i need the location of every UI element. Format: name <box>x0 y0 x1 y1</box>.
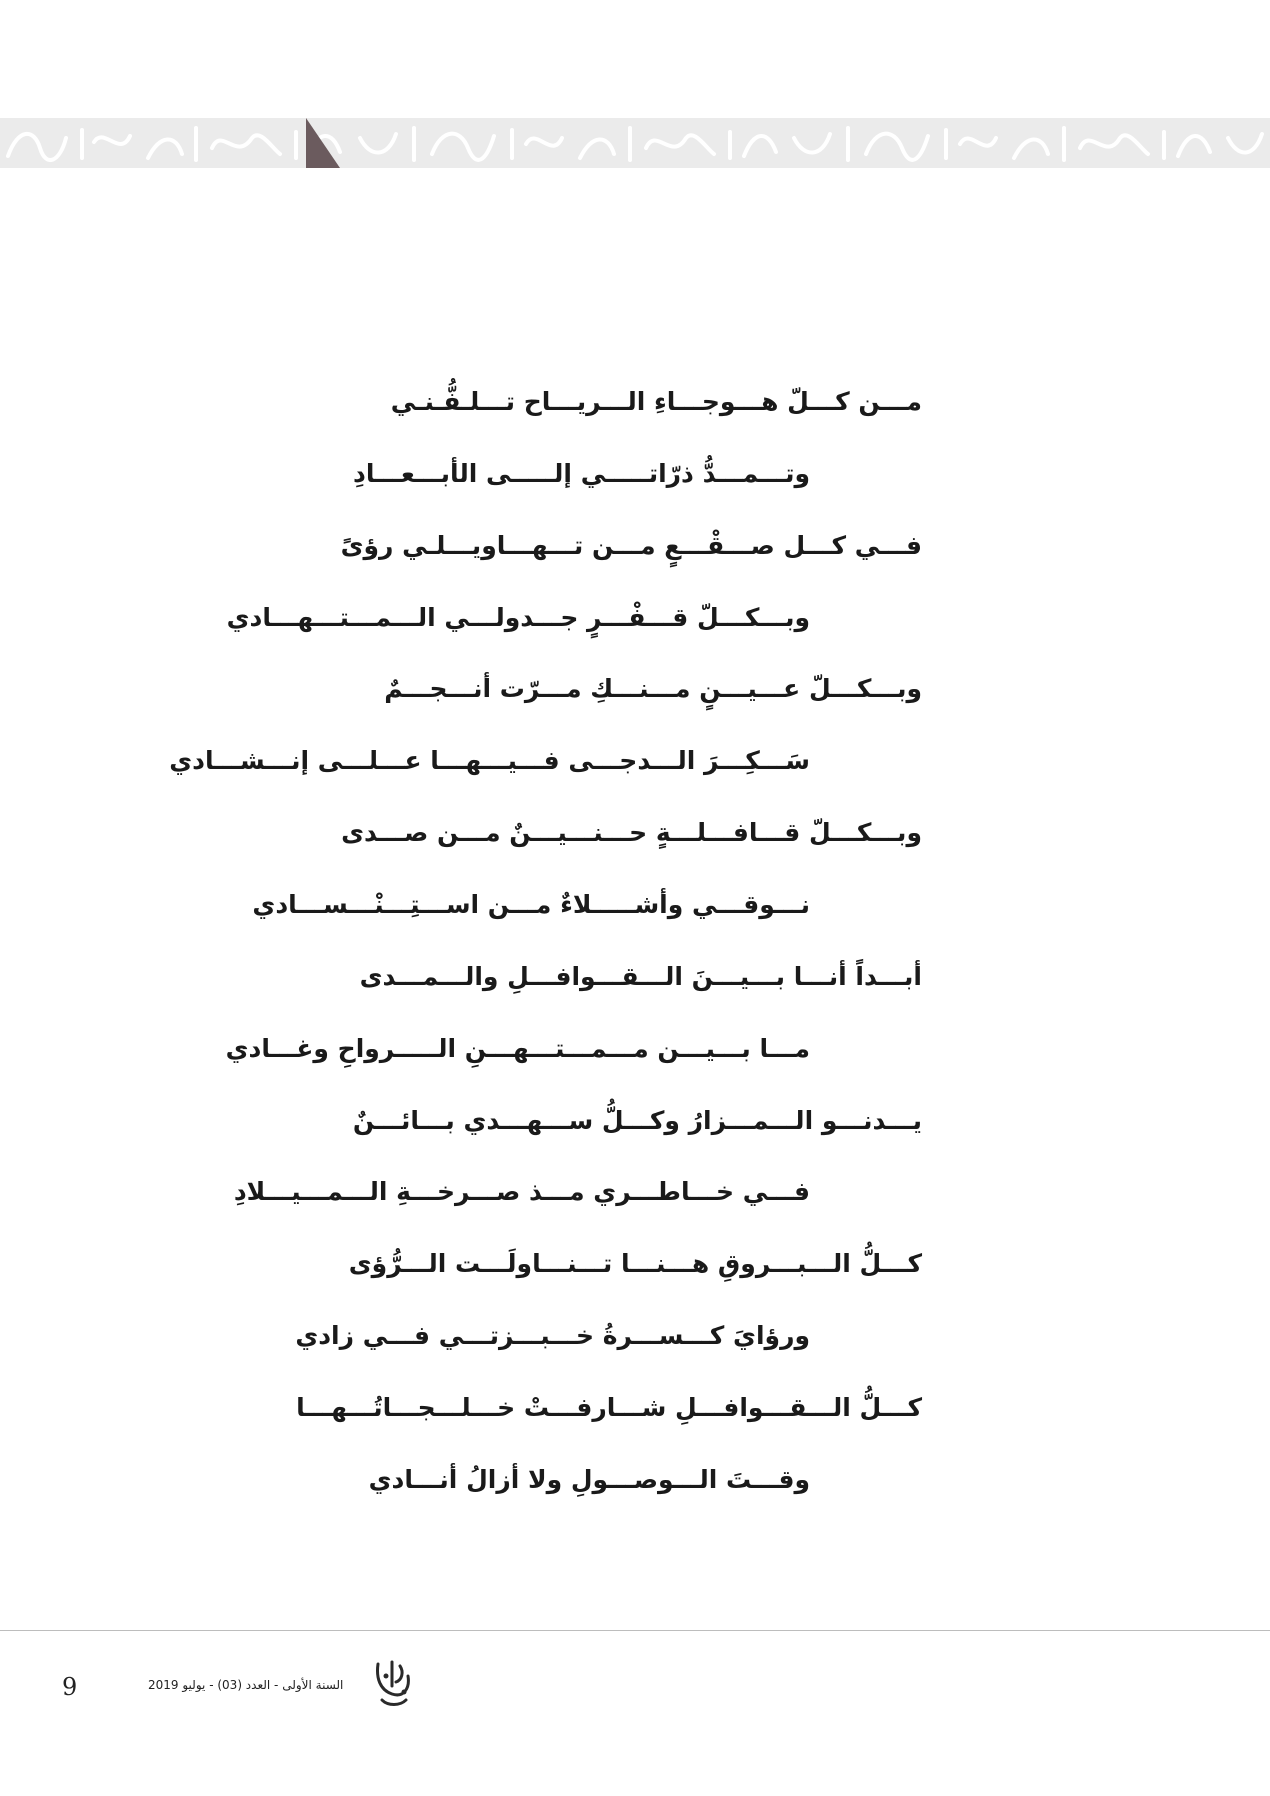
verse-first-hemistich: كـــلُّ الـــقـــوافـــلِ شـــارفـــتْ خـــلـــجـــاتُـــهـــا <box>296 1393 922 1422</box>
verse-first-hemistich: يـــدنـــو الـــمـــزارُ وكـــلُّ ســـهـــدي بـــائـــنٌ <box>352 1106 922 1135</box>
issue-info: السنة الأولى - العدد (03) - يوليو 2019 <box>148 1678 344 1692</box>
verse-first-hemistich: كـــلُّ الـــبـــروقِ هـــنـــا تـــنـــاولَـــت الـــرُّؤى <box>348 1249 922 1278</box>
verse-second-hemistich: وقـــتَ الـــوصـــولِ ولا أزالُ أنـــادي <box>368 1465 810 1494</box>
verse-first-hemistich: فـــي كـــل صـــقْـــعٍ مـــن تـــهـــاويـــلـي رؤىً <box>340 531 922 560</box>
verse-first-hemistich: أبـــداً أنـــا بـــيـــنَ الـــقـــوافـــلِ والـــمـــدى <box>359 962 922 991</box>
verse-second-hemistich: وبـــكـــلّ قـــفْـــرٍ جـــدولـــي الـــمـــتـــهـــادي <box>226 603 810 632</box>
magazine-logo-icon <box>370 1656 416 1710</box>
verse-first-hemistich: وبـــكـــلّ عـــيـــنٍ مـــنـــكِ مـــرّت أنـــجـــمٌ <box>384 674 922 703</box>
verse-second-hemistich: وتـــمـــدُّ ذرّاتـــــي إلـــــى الأبـــعـــادِ <box>352 459 810 488</box>
verse-second-hemistich: مـــا بـــيـــن مـــمـــتـــهـــنِ الـــــرواحِ وغـــادي <box>225 1034 810 1063</box>
verse-second-hemistich: نـــوقـــي وأشـــــلاءٌ مـــن اســـتِـــنْـــســـادي <box>252 890 810 919</box>
footer-divider <box>0 1630 1270 1631</box>
verse-second-hemistich: ورؤايَ كـــســـرةُ خـــبـــزتـــي فـــي زادي <box>295 1321 810 1350</box>
verse-first-hemistich: وبـــكـــلّ قـــافـــلـــةٍ حـــنـــيـــنٌ مـــن صـــدى <box>341 818 922 847</box>
verse-second-hemistich: فـــي خـــاطـــري مـــذ صـــرخـــةِ الـــمـــيـــلادِ <box>233 1177 810 1206</box>
verse-second-hemistich: سَـــكِـــرَ الـــدجـــى فـــيـــهـــا عـــلـــى إنـــشـــادي <box>169 746 810 775</box>
page-number: 9 <box>62 1673 78 1701</box>
verse-first-hemistich: مـــن كـــلّ هـــوجـــاءِ الـــريـــاح تـــلـفُّـنـي <box>390 387 922 416</box>
